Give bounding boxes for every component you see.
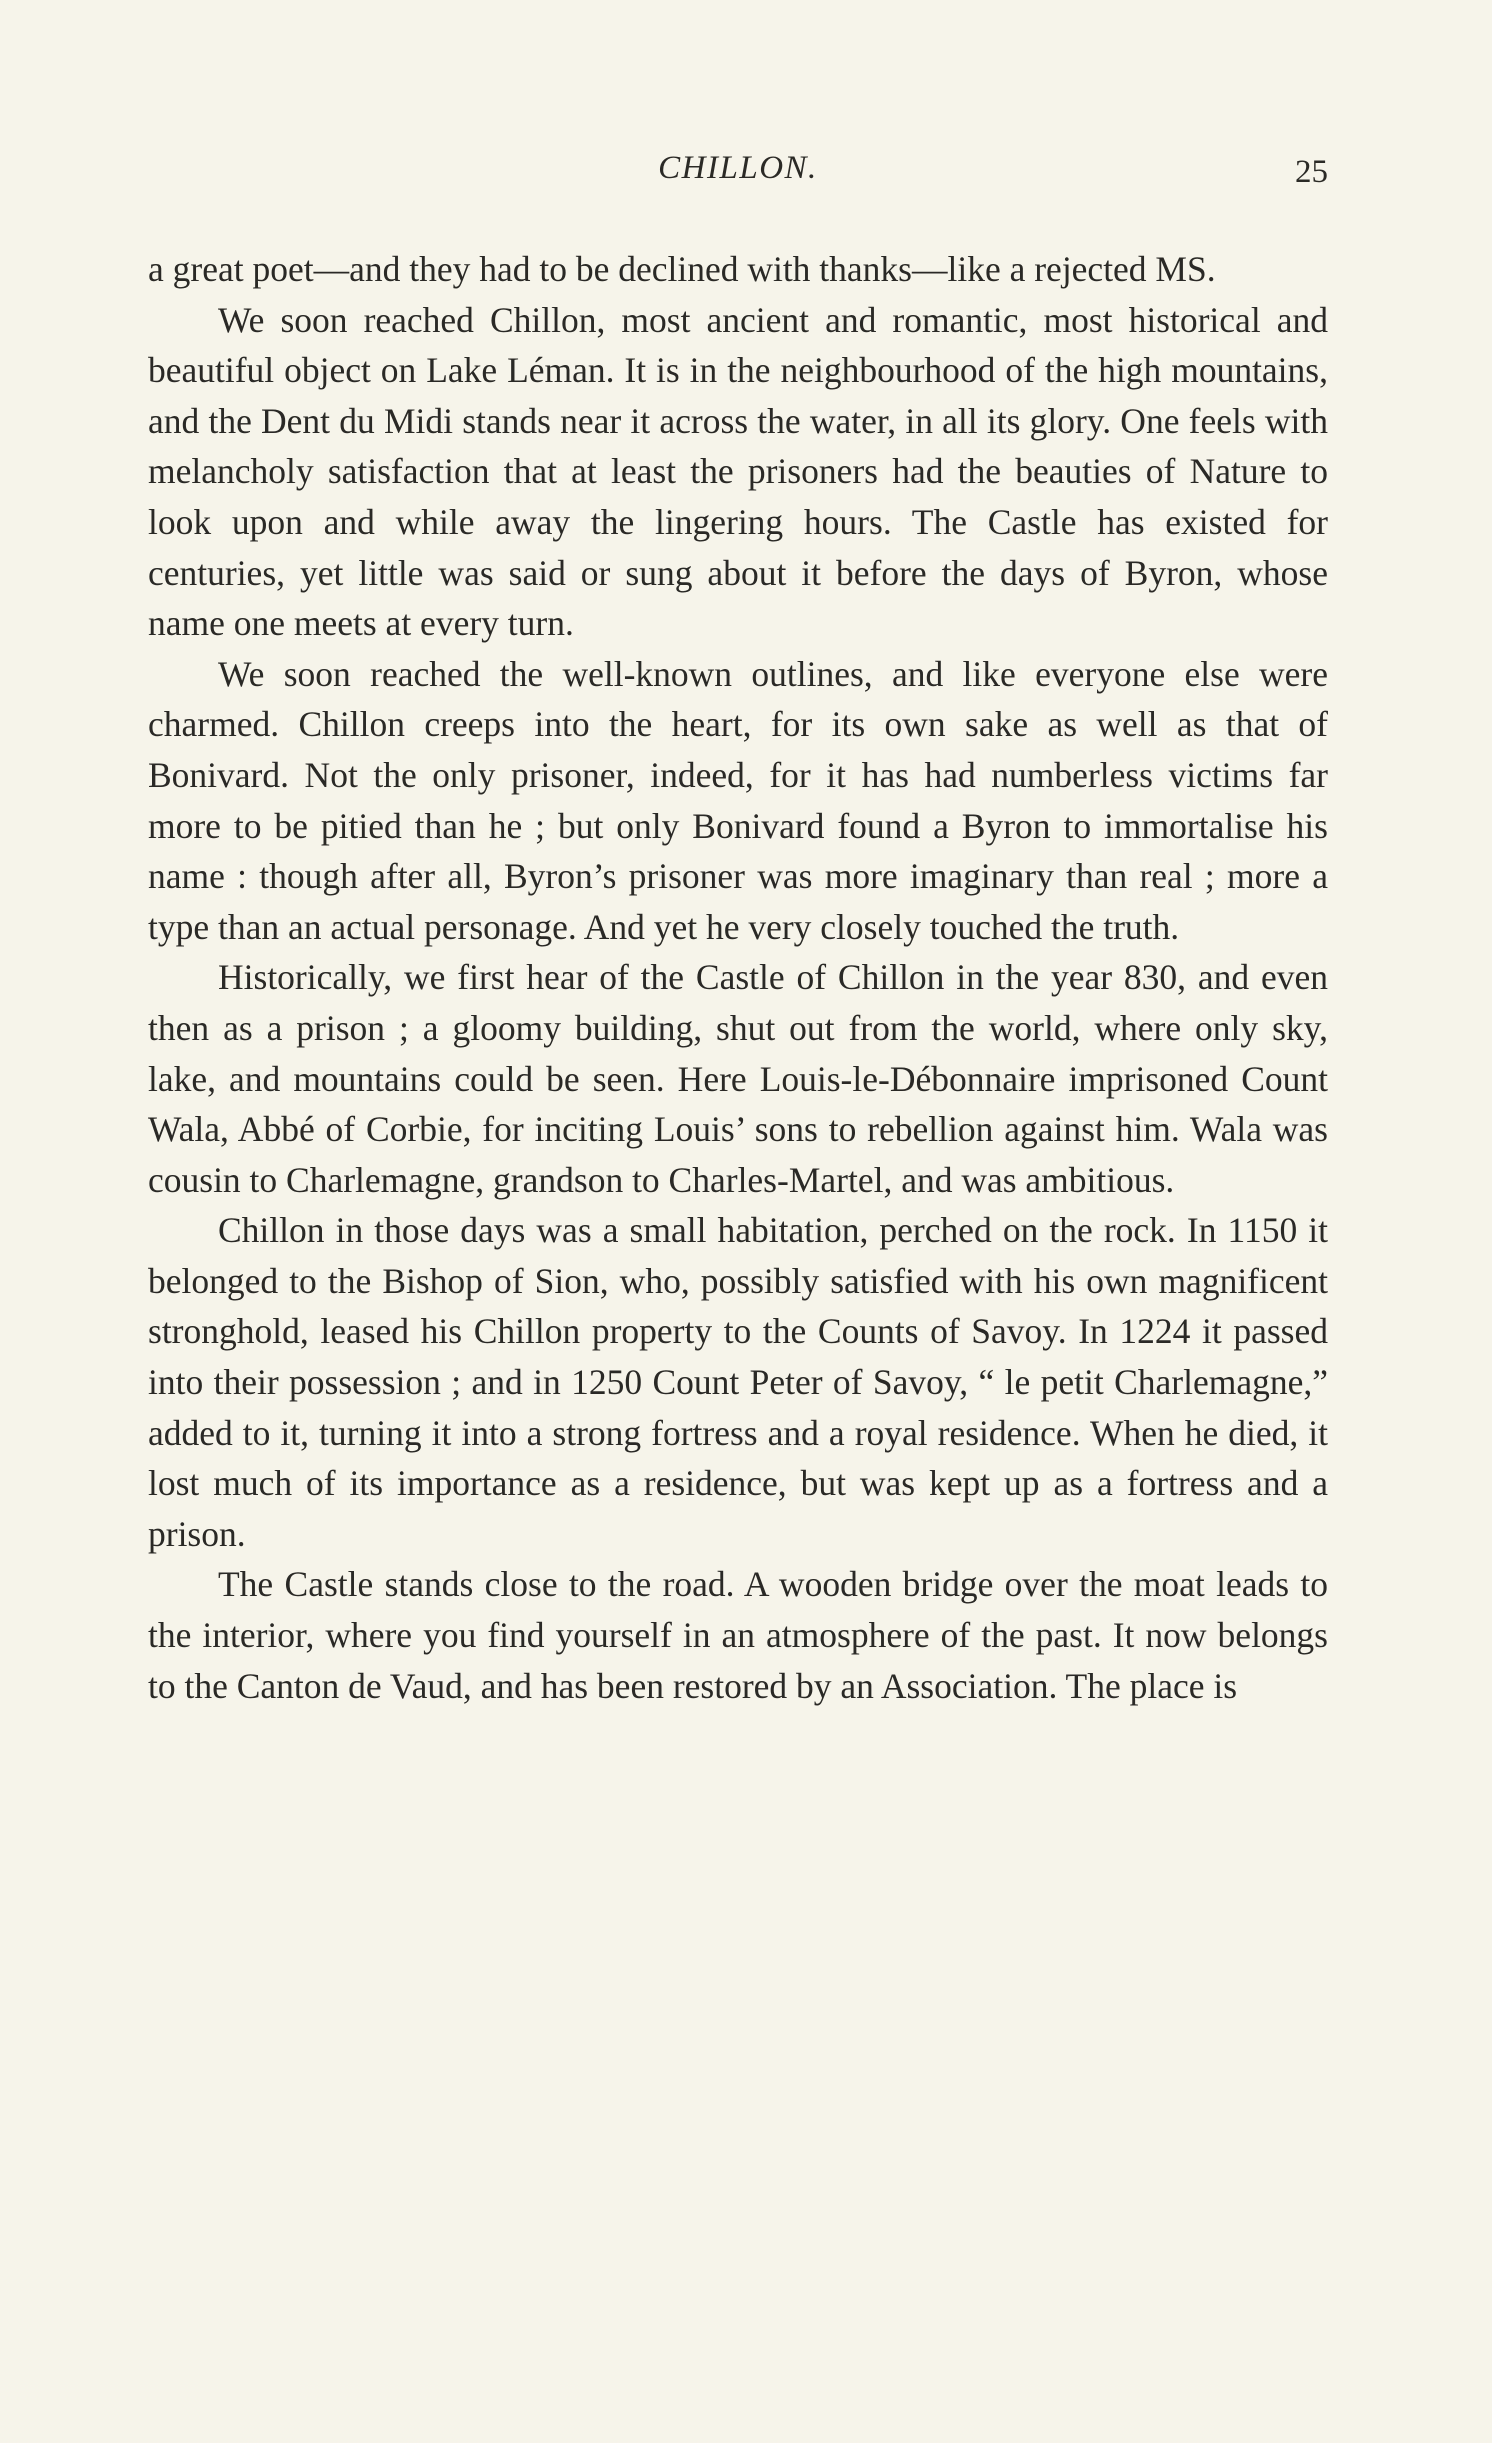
running-head (148, 150, 1328, 200)
paragraph: Chillon in those days was a small habitation, perched on the rock. In 1150 it belonged to the Bishop of Sion, who, possibly satisfied with his own magnificent stronghold, leased his Chillon property to the Counts of Savoy. In 1224 it passed into their possession ; and in 1250 Count Peter of Savoy, “ le petit Charlemagne,” added to it, turning it into a strong fortress and a royal residence. When he died, it lost much of its importance as a residence, but was kept up as a fortress and a prison. (148, 1210, 1328, 1554)
paragraph: We soon reached Chillon, most ancient and romantic, most historical and beautiful object on Lake Léman. It is in the neighbourhood of the high mountains, and the Dent du Midi stands near it across the water, in all its glory. One feels with melancholy satisfaction that at least the prisoners had the beauties of Nature to look upon and while away the lingering hours. The Castle has existed for centuries, yet little was said or sung about it before the days of Byron, whose name one meets at every turn. (148, 299, 1328, 644)
page-number: 25 (1295, 154, 1328, 190)
body-text (148, 244, 1328, 1711)
paragraph: Historically, we first hear of the Castle of Chillon in the year 830, and even then as a prison ; a gloomy building, shut out from the world, where only sky, lake, and mountains could be seen. Here Louis-le-Débonnaire imprisoned Count Wala, Abbé of Corbie, for inciting Louis’ sons to rebellion against him. Wala was cousin to Charlemagne, grandson to Charles-Martel, and was ambitious. (148, 957, 1328, 1200)
paragraph: The Castle stands close to the road. A wooden bridge over the moat leads to the interior, where you find yourself in an atmosphere of the past. It now belongs to the Canton de Vaud, and has been restored by an Association. The place is (148, 1564, 1328, 1706)
running-title: CHILLON. (658, 150, 818, 186)
paragraph-continued: a great poet—and they had to be declined with thanks—like a rejected MS. (148, 249, 1216, 289)
paragraph: We soon reached the well-known outlines, and like everyone else were charmed. Chillon creeps into the heart, for its own sake as well as that of Bonivard. Not the only prisoner, indeed, for it has had numberless victims far more to be pitied than he ; but only Bonivard found a Byron to immortalise his name : though after all, Byron’s prisoner was more imaginary than real ; more a type than an actual personage. And yet he very closely touched the truth. (148, 653, 1328, 947)
